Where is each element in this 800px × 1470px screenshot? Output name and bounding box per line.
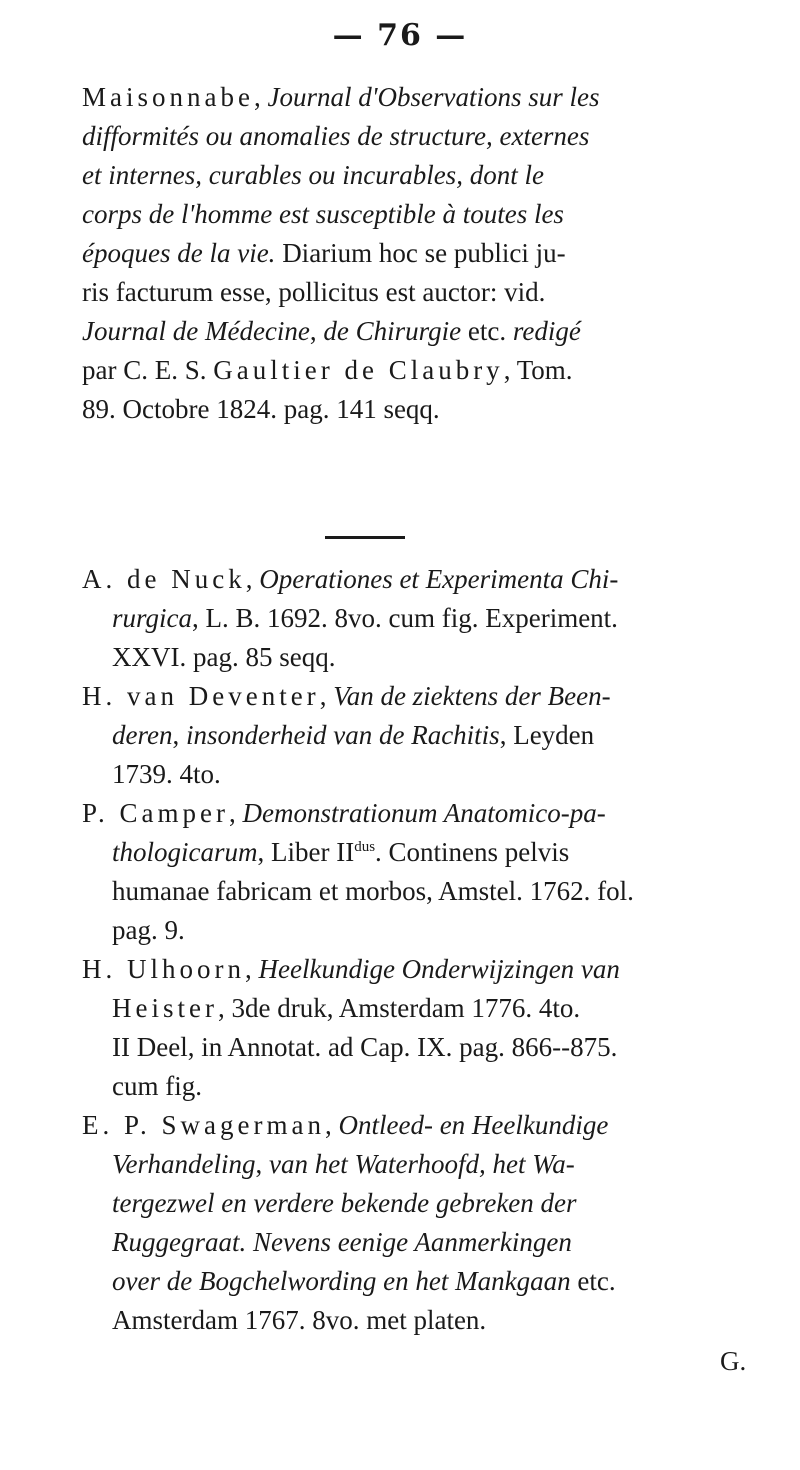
text-line: H. van Deventer, Van de ziektens der Been- [82, 681, 611, 711]
text-line: deren, insonderheid van de Rachitis, Leyden [112, 720, 595, 750]
text-line: difformités ou anomalies de structure, externes [82, 121, 590, 151]
text-line: et internes, curables ou incurables, dont le [82, 160, 544, 190]
text-line: époques de la vie. Diarium hoc se publici ju- [82, 238, 566, 268]
text-line: ris facturum esse, pollicitus est auctor: vid. [82, 277, 546, 307]
text-line: E. P. Swagerman, Ontleed- en Heelkundige [82, 1110, 609, 1140]
author-name: H. Ulhoorn [82, 954, 245, 984]
text-line: H. Ulhoorn, Heelkundige Onderwijzingen van [82, 954, 620, 984]
text-line: P. Camper, Demonstrationum Anatomico-pa- [82, 798, 606, 828]
author-name: Heister [112, 993, 218, 1023]
text-line: par C. E. S. Gaultier de Claubry, Tom. [82, 355, 573, 385]
text-line: tergezwel en verdere bekende gebreken der [112, 1188, 577, 1218]
text-line: humanae fabricam et morbos, Amstel. 1762. fol. [112, 876, 634, 906]
work-title: Heelkundige Onderwijzingen van [258, 954, 620, 984]
work-title: Ontleed- en Heelkundige [338, 1110, 609, 1140]
work-title: Demonstrationum Anatomico-pa- [242, 798, 606, 828]
maisonnabe-entry [82, 78, 762, 429]
text-line: pag. 9. [112, 915, 185, 945]
text-line: Journal de Médecine, de Chirurgie etc. redigé [82, 316, 581, 346]
work-title: Journal d'Observations sur les [267, 82, 600, 112]
page-number: — 76 — [332, 18, 468, 53]
text-line: Ruggegraat. Nevens eenige Aanmerkingen [112, 1227, 572, 1257]
text-line: corps de l'homme est susceptible à toutes les [82, 199, 564, 229]
text-line: 1739. 4to. [112, 759, 221, 789]
bibliography-list [82, 560, 762, 1340]
text-line: Heister, 3de druk, Amsterdam 1776. 4to. [112, 993, 581, 1023]
text-line: A. de Nuck, Operationes et Experimenta Chi- [82, 564, 619, 594]
catchword: G. [720, 1346, 747, 1376]
text-line: Verhandeling, van het Waterhoofd, het Wa- [112, 1149, 575, 1179]
author-name: Maisonnabe [82, 82, 254, 112]
work-title: Operationes et Experimenta Chi- [259, 564, 619, 594]
text-line: II Deel, in Annotat. ad Cap. IX. pag. 866--875. [112, 1032, 618, 1062]
author-name: E. P. Swagerman [82, 1110, 325, 1140]
text-line: thologicarum, Liber $II^{dus}$. Continens pelvis [112, 837, 570, 867]
text-line: Maisonnabe, Journal d'Observations sur les [82, 82, 600, 112]
text-line: cum fig. [112, 1071, 202, 1101]
text-line: XXVI. pag. 85 seqq. [112, 642, 336, 672]
text-line: rurgica, L. B. 1692. 8vo. cum fig. Experiment. [112, 603, 618, 633]
section-divider [325, 536, 405, 539]
author-name: H. van Deventer [82, 681, 320, 711]
author-name: Gaultier de Claubry [213, 355, 504, 385]
text-line: over de Bogchelwording en het Mankgaan etc. [112, 1266, 616, 1296]
author-name: A. de Nuck [82, 564, 246, 594]
text-line: Amsterdam 1767. 8vo. met platen. [112, 1305, 487, 1335]
text-line: 89. Octobre 1824. pag. 141 seqq. [82, 394, 440, 424]
work-title: Van de ziektens der Been- [333, 681, 611, 711]
author-name: P. Camper [82, 798, 229, 828]
